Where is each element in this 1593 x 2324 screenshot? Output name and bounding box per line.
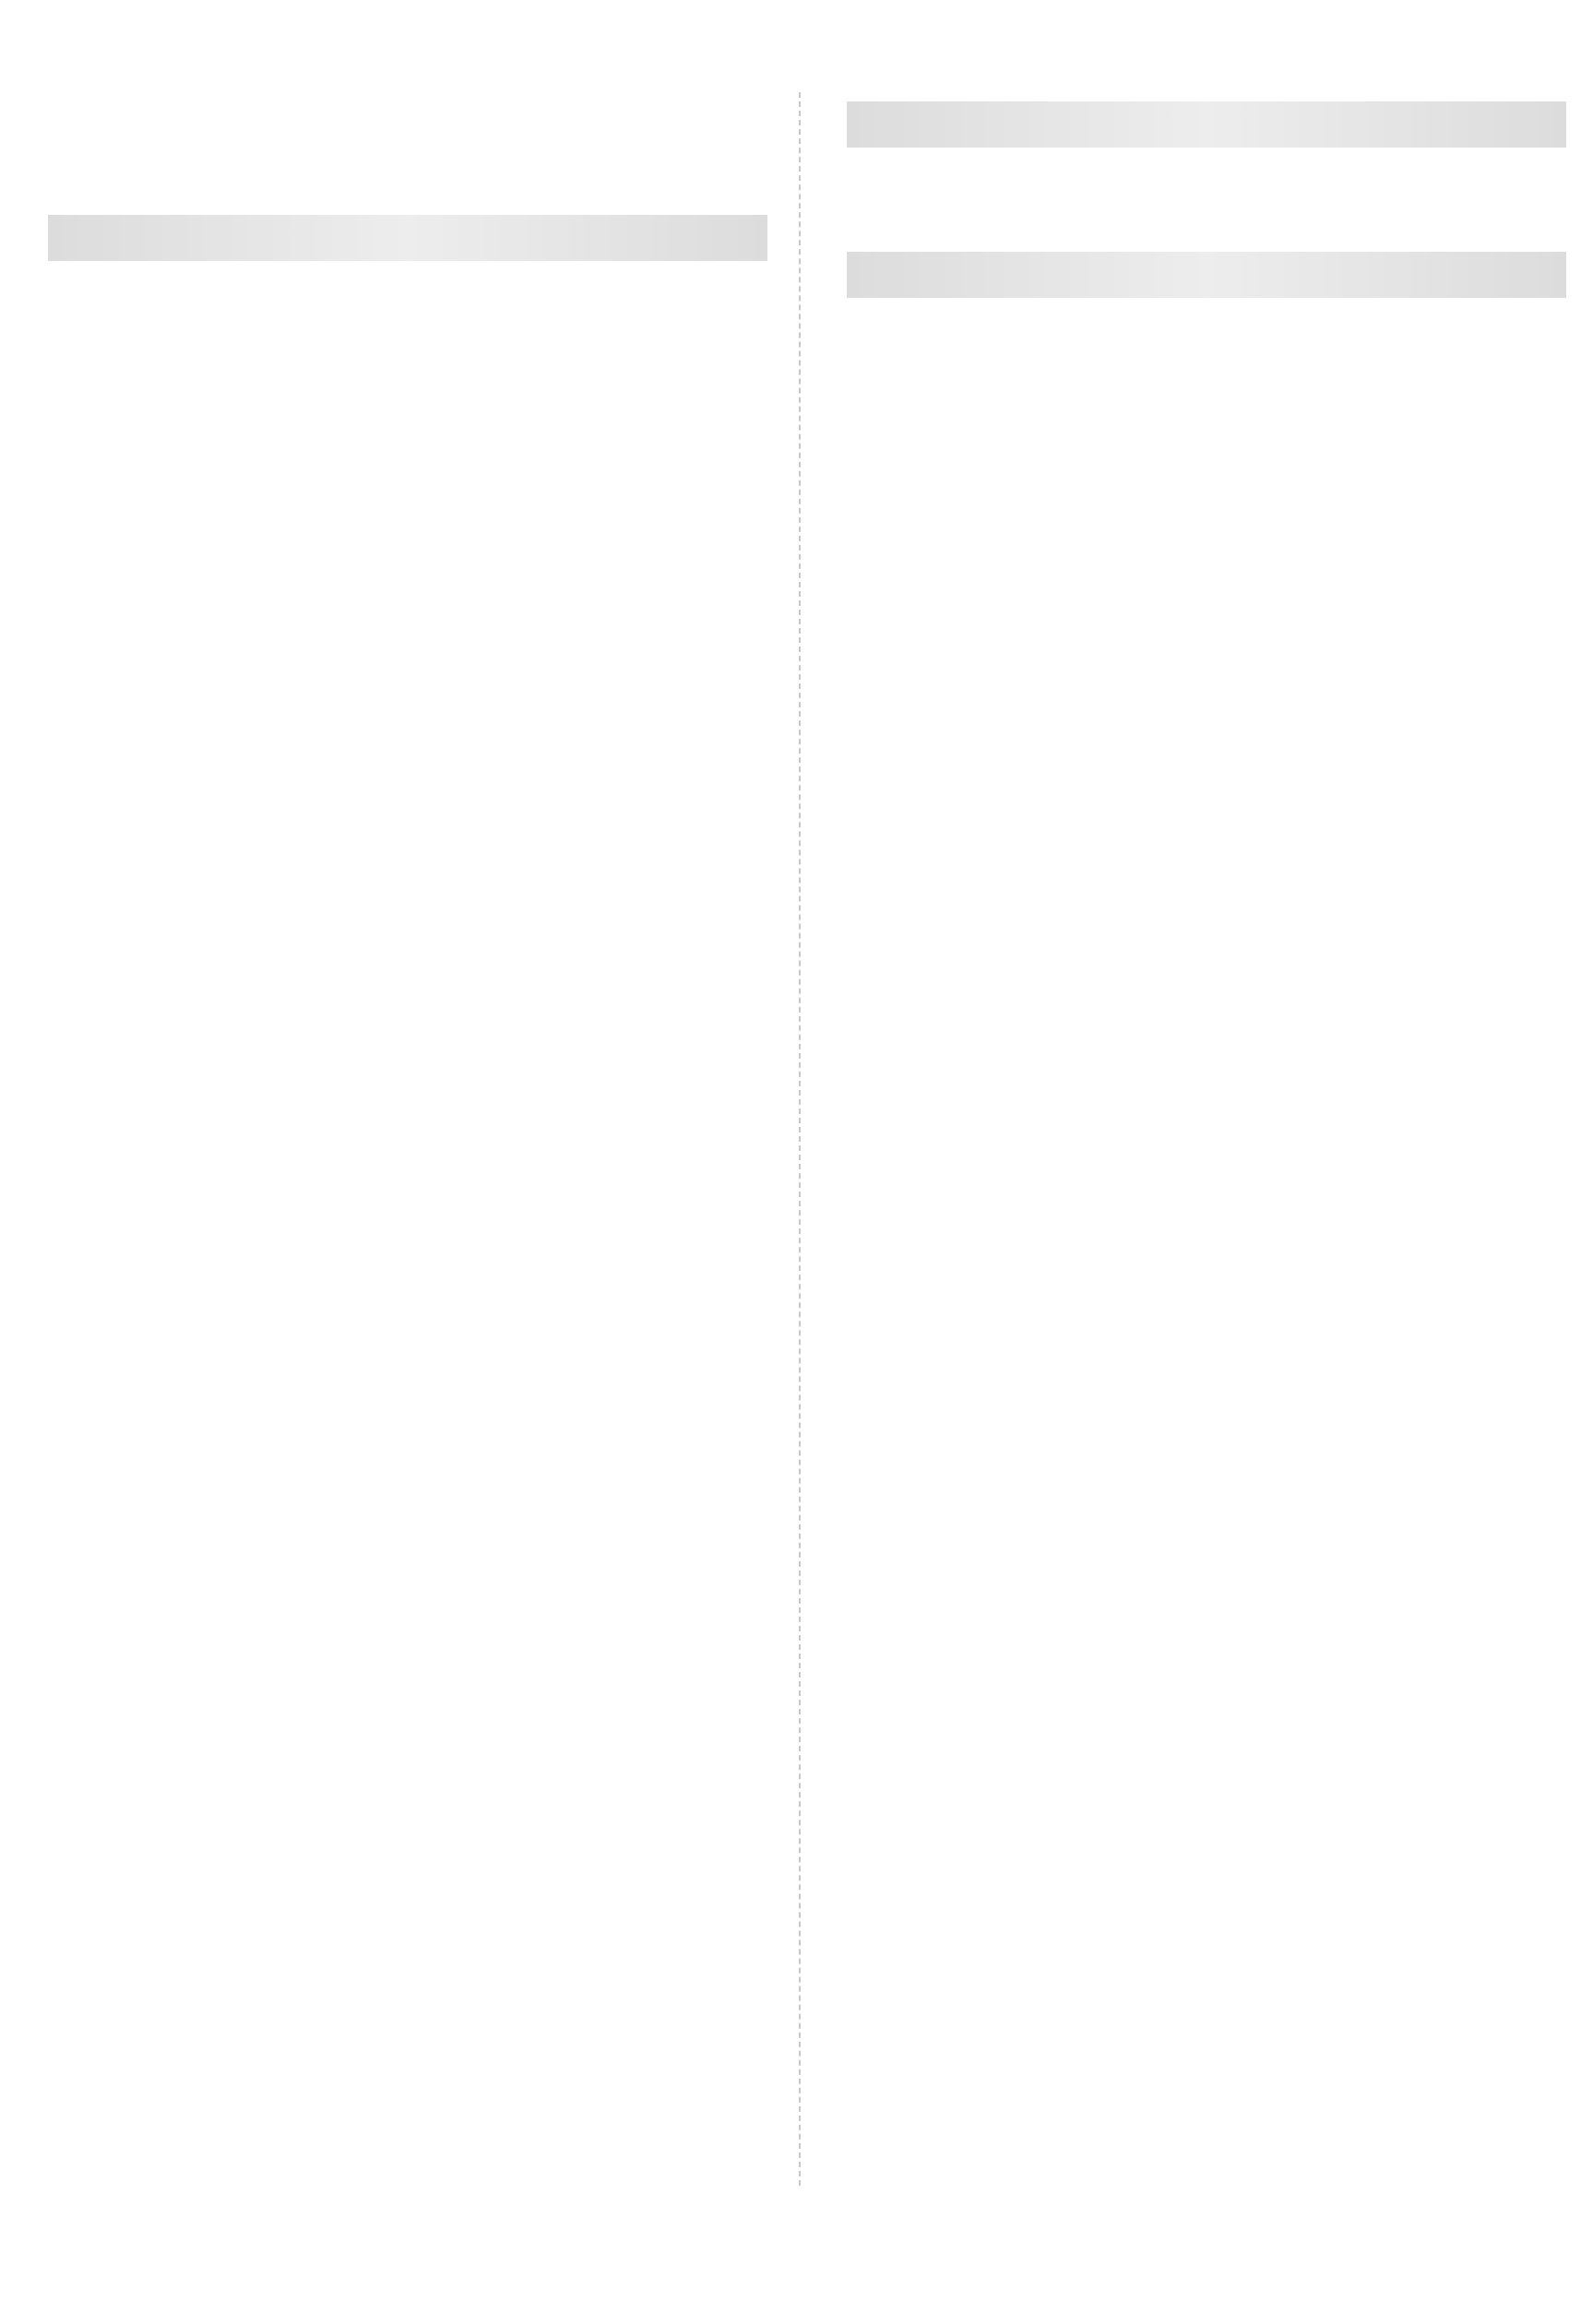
answer-line-49: [48, 274, 767, 314]
right-column: [847, 92, 1566, 311]
answer-line-50: [48, 124, 767, 164]
column-divider: [799, 92, 801, 2186]
answer-line-50b: [48, 314, 767, 355]
unit2-banner: [48, 215, 767, 261]
answer-lines-block: [48, 83, 767, 124]
answer-line-50-right: [847, 160, 1566, 201]
answer-line: [48, 83, 767, 124]
section2-heading: [48, 165, 767, 206]
unit4-banner: [847, 252, 1566, 298]
section2b-heading: [48, 355, 767, 396]
section2-heading-right: [847, 201, 1566, 242]
unit3-banner: [847, 101, 1566, 148]
left-column: [48, 83, 767, 397]
